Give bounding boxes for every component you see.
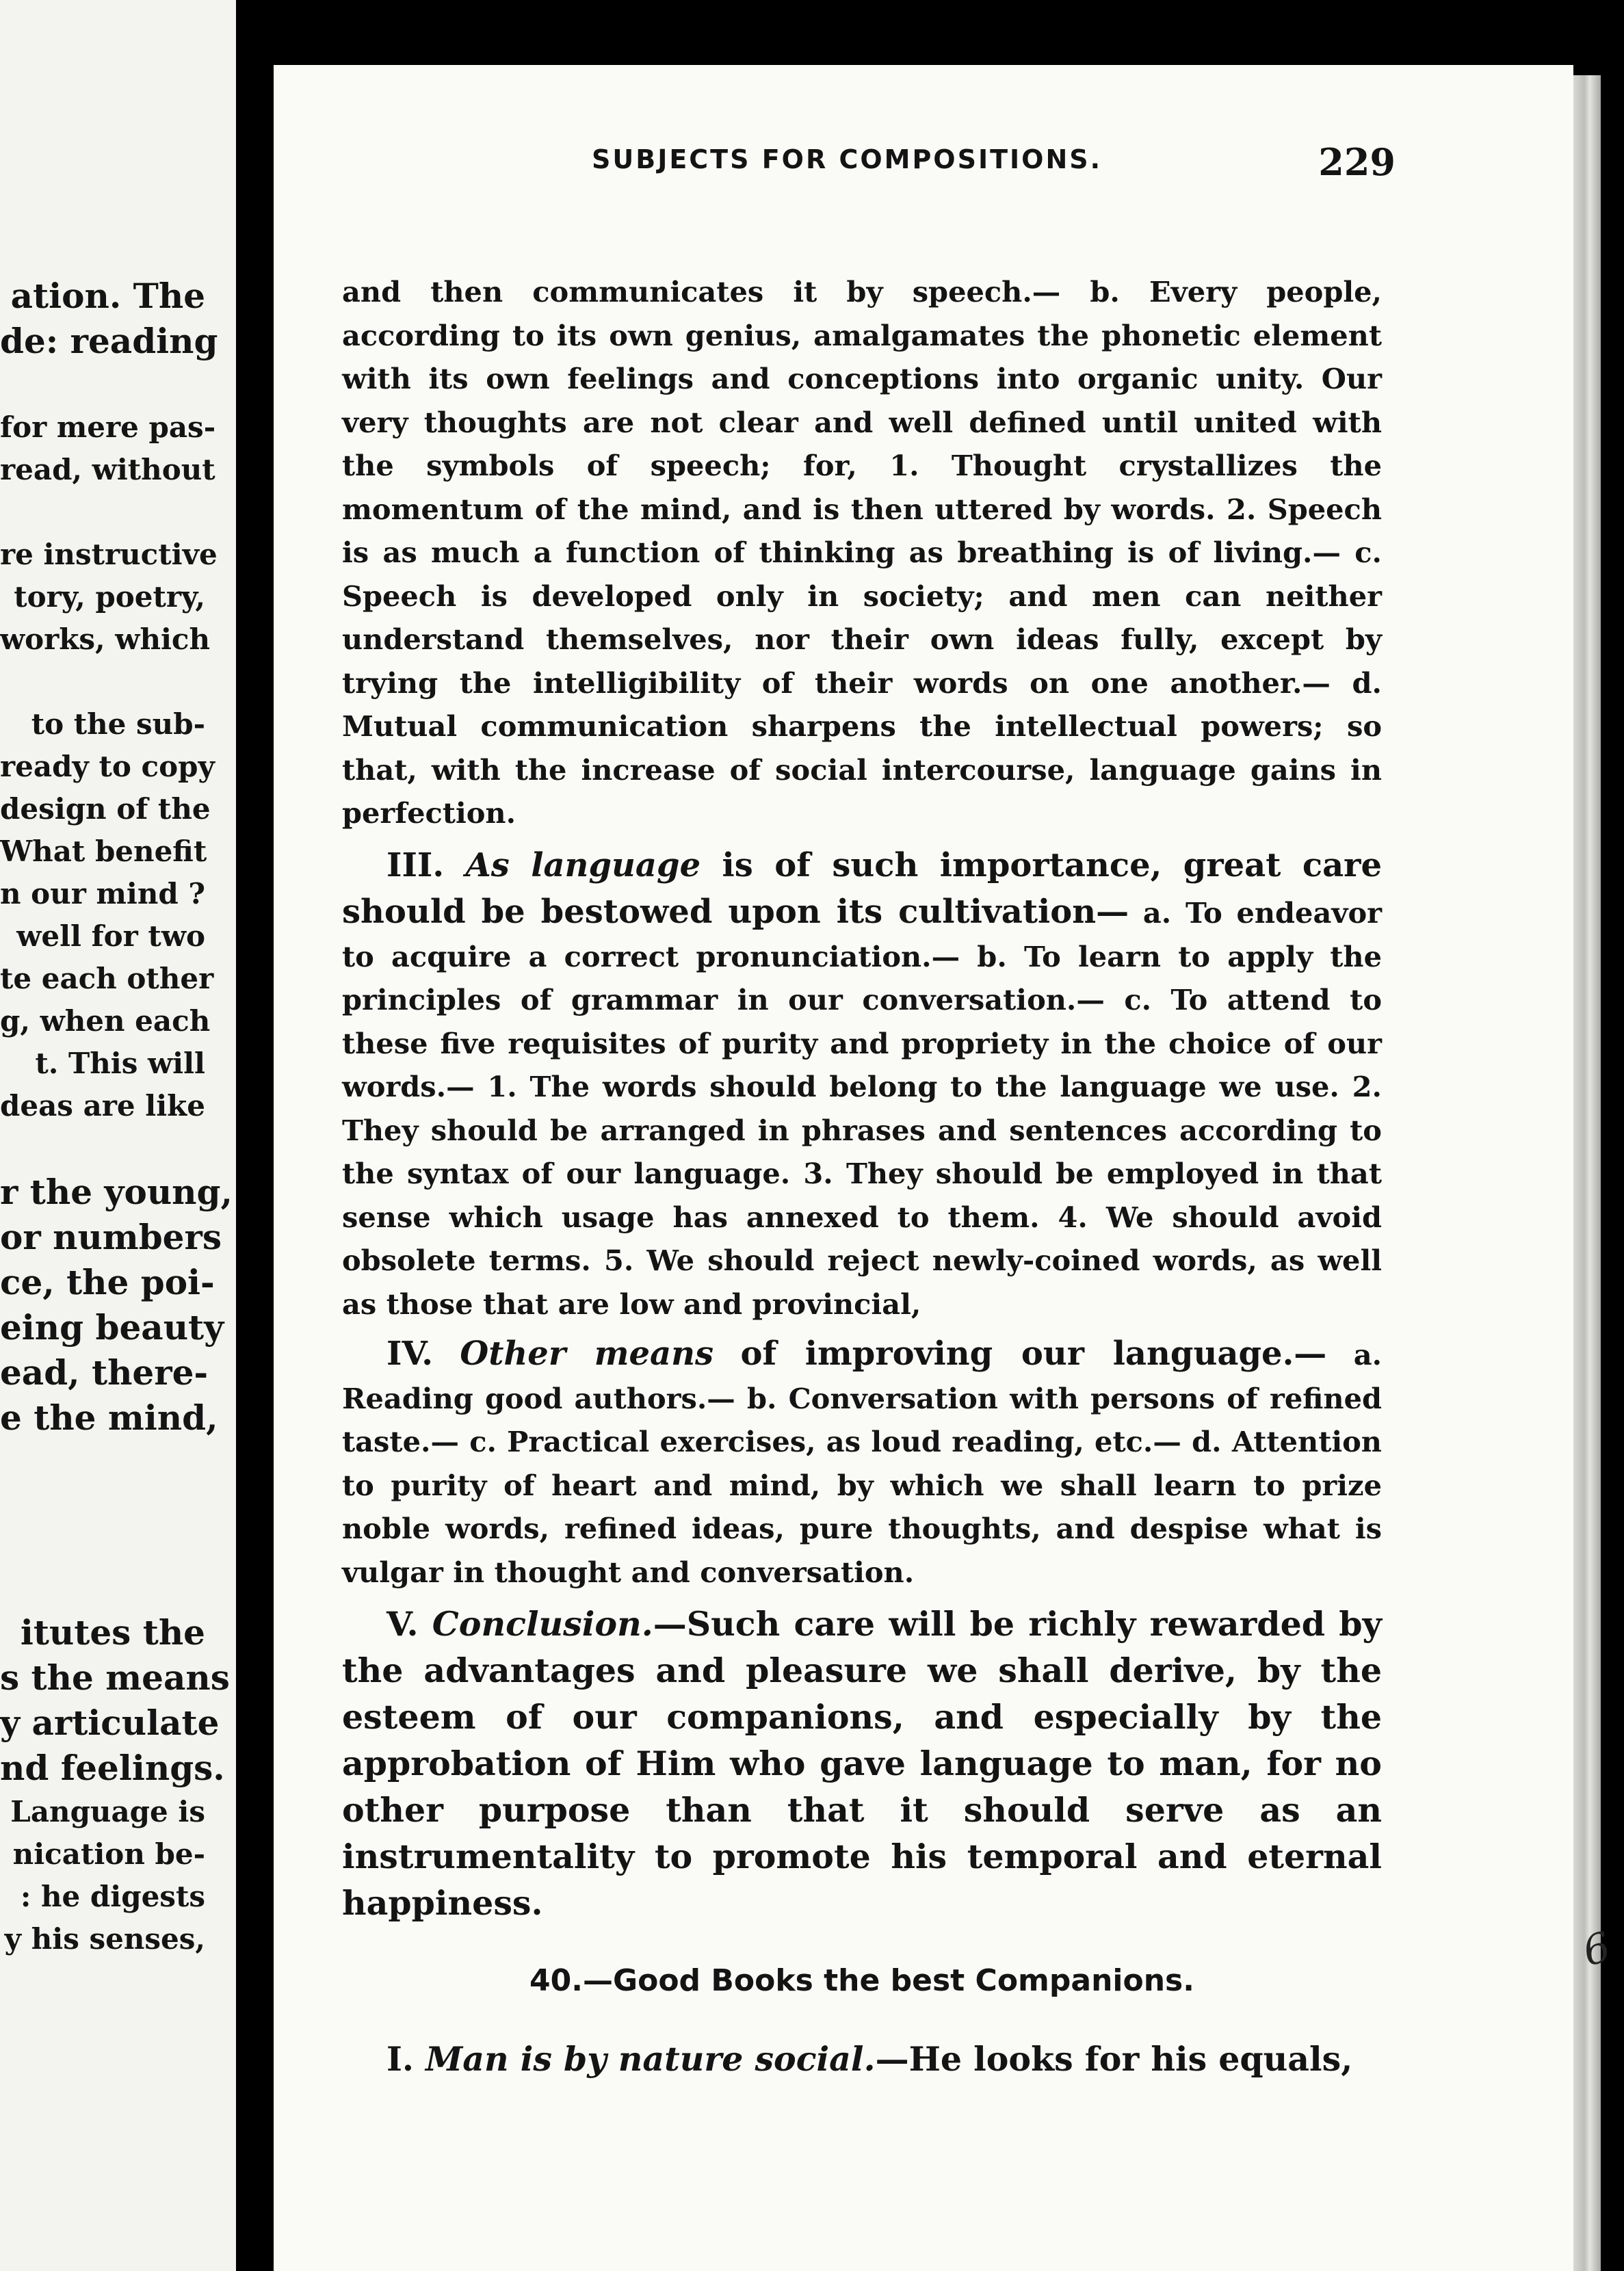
left-page-line: itutes the	[20, 1612, 205, 1653]
left-page-line: te each other	[0, 962, 214, 995]
left-page-line	[0, 1483, 205, 1525]
margin-pencil-mark: 6	[1577, 1923, 1616, 1976]
left-page-line: Language is	[10, 1795, 205, 1828]
section-text: —He looks for his equals,	[875, 2039, 1353, 2079]
section-iii	[342, 842, 1382, 1326]
section-iv	[342, 1333, 1382, 1594]
left-page-line	[0, 1127, 205, 1170]
left-page-line: design of the	[0, 792, 211, 826]
section-i	[342, 2036, 1382, 2082]
left-page-line: nication be-	[12, 1837, 205, 1871]
left-page-line	[0, 1568, 205, 1610]
left-page-line: y his senses,	[4, 1922, 205, 1956]
left-page-line	[0, 1441, 205, 1483]
left-page-line	[0, 661, 205, 703]
left-page-line: t. This will	[35, 1047, 205, 1080]
section-lead-italic: Other means	[460, 1335, 714, 1373]
section-number: I.	[387, 2039, 414, 2079]
left-page-line: ready to copy	[0, 750, 215, 783]
left-page-text	[0, 274, 233, 1960]
left-page-line: to the sub-	[31, 707, 205, 741]
left-page-line: eing beauty	[0, 1307, 224, 1348]
left-page-line: or numbers	[0, 1217, 222, 1257]
section-lead: of improving our language.—	[740, 1335, 1327, 1373]
section-number: IV.	[387, 1335, 434, 1373]
section-number: III.	[387, 845, 445, 884]
left-page-line: de: reading	[0, 321, 218, 361]
left-page-line: ce, the poi-	[0, 1262, 215, 1302]
section-v	[342, 1601, 1382, 1926]
left-page-line: y articulate	[0, 1703, 220, 1743]
page-header	[315, 140, 1396, 188]
section-lead: is of such importance, great care should be bestowed upon its cultivation—	[342, 845, 1383, 931]
left-page-fragment	[0, 0, 236, 2271]
section-number: V.	[387, 1604, 419, 1644]
page-number: 229	[1318, 140, 1396, 184]
left-page-line: g, when each	[0, 1004, 211, 1038]
left-page-line: nd feelings.	[0, 1748, 225, 1788]
page-body	[342, 270, 1382, 2082]
left-page-line: What benefit	[0, 835, 207, 868]
left-page-line: n our mind ?	[0, 877, 205, 910]
book-gutter	[236, 0, 274, 2271]
left-page-line: read, without	[0, 453, 215, 486]
left-page-line: deas are like	[0, 1089, 205, 1123]
section-lead-italic: As language	[465, 845, 701, 884]
left-page-line: well for two	[16, 919, 205, 953]
left-page-line: e the mind,	[0, 1397, 218, 1438]
paragraph: and then communicates it by speech.— b. Every people, according to its own genius, amalgamates the phonetic element with its own feelings and conceptions into organic unity. Our very thoughts are not clear and well defined until united with the symbols of speech; for, 1. Thought crystallizes the momentum of the mind, and is then uttered by words. 2. Speech is as much a function of thinking as breathing is of living.— c. Speech is developed only in society; and men can neither understand themselves, nor their own ideas fully, except by trying the intelligibility of their words on one another.— d. Mutual communication sharpens the intellectual powers; so that, with the increase of social intercourse, language gains in perfection.	[342, 275, 1382, 830]
section-lead-italic: Conclusion.	[432, 1604, 653, 1644]
section-text: a. To endeavor to acquire a correct pronunciation.— b. To learn to apply the principles of grammar in our conversation.— c. To attend to these five requisites of purity and propriety in the choice of our words.— 1. The words should belong to the language we use. 2. They should be arranged in phrases and sentences according to the syntax of our language. 3. They should be employed in that sense which usage has annexed to them. 4. We should avoid obsolete terms. 5. We should reject newly-coined words, as well as those that are low and provincial,	[342, 895, 1382, 1321]
left-page-line: s the means	[0, 1657, 230, 1698]
section-title: 40.—Good Books the best Companions.	[529, 1963, 1194, 1998]
left-page-line: re instructive	[0, 538, 218, 571]
left-page-line: for mere pas-	[0, 410, 216, 444]
section-text: a. Reading good authors.— b. Conversation with persons of refined taste.— c. Practical exercises, as loud reading, etc.— d. Attention to purity of heart and mind, by which we shall learn to prize noble words, refined ideas, pure thoughts, and despise what is vulgar in thought and conversation.	[342, 1338, 1383, 1589]
section-text: —Such care will be richly rewarded by the advantages and pleasure we shall derive, by the esteem of our companions, and especially by the approbation of Him who gave language to man, for no other purpose than that it should serve as an instrumentality to promote his temporal and eternal happiness.	[342, 1604, 1383, 1923]
left-page-line: ead, there-	[0, 1352, 209, 1393]
left-page-line	[0, 364, 205, 406]
section-lead-italic: Man is by nature social.	[425, 2039, 876, 2079]
left-page-line	[0, 491, 205, 534]
left-page-line: works, which	[0, 622, 211, 656]
left-page-line: : he digests	[20, 1880, 205, 1913]
left-page-line: r the young,	[0, 1172, 233, 1212]
left-page-line: tory, poetry,	[14, 580, 205, 614]
running-head: SUBJECTS FOR COMPOSITIONS.	[592, 144, 1103, 174]
left-page-line	[0, 1525, 205, 1568]
left-page-line: ation. The	[10, 276, 205, 316]
